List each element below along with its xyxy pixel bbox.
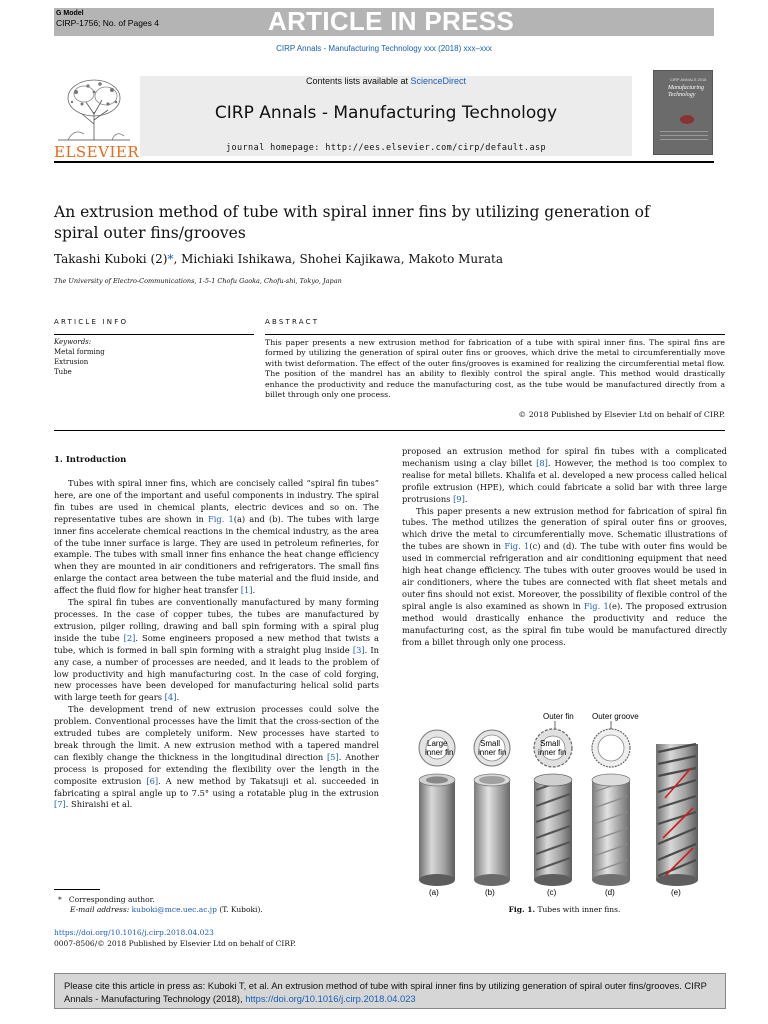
text-run: . However, the method is too complex to realise for metal billets. Khalifa et al. developed a new process called helical profile extrusion (HPE), which could fabricate a solid bar with three large protrusions [402, 457, 727, 504]
paragraph [402, 446, 727, 506]
journal-cover-thumbnail [653, 70, 713, 155]
text-run: (c) and (d). The tube with outer fins would be used in commercial refrigeration and air conditioning equipment that need high heat change efficiency. The tubes with outer grooves would be used in air conditioners, where the tubes are connected with flat sheet metals and outer fins should not exist. Moreover, the possibility of flexible control of the spiral angle is also examined as shown in [402, 541, 728, 611]
text-run: . [252, 585, 256, 596]
text-run: This paper presents a new extrusion method for fabrication of spiral fin tubes. The method utilizes the generation of spiral outer fins or grooves, which drive the metal to circumferentially move. Schematic illustrations of the tubes are shown in [402, 505, 727, 552]
issn-copyright: 0007-8506/© 2018 Published by Elsevier Ltd on behalf of CIRP. [54, 939, 296, 948]
text-run: Tubes with spiral inner fins, which are concisely called “spiral fin tubes” here, are one of the important and useful components in industry. The spiral fin tubes are used in chemical plants, electric devices and so on. The representative tubes are shown in [54, 478, 379, 524]
paragraph [402, 506, 727, 649]
text-run: . [176, 692, 180, 703]
reference-link[interactable]: [7] [54, 799, 66, 810]
keyword: Tube [54, 368, 72, 376]
text-run: proposed an extrusion method for spiral fin tubes with a complicated mechanism using a clay billet [402, 446, 727, 468]
cover-small-text: CIRP ANNALS 2018 [670, 77, 707, 82]
caption-text: Tubes with inner fins. [535, 905, 621, 914]
outer-groove-label: Outer groove [592, 712, 639, 721]
paragraph [54, 597, 379, 704]
reference-link[interactable]: [1] [240, 585, 253, 596]
tube-b [474, 780, 510, 880]
email-note [70, 905, 263, 914]
gmodel-label: G Model [56, 10, 84, 17]
panel-label: (c) [547, 888, 557, 897]
journal-reference[interactable]: CIRP Annals - Manufacturing Technology xxx (2018) xxx–xxx [276, 44, 492, 53]
article-info-rule [54, 334, 254, 335]
cover-emblem [680, 115, 694, 124]
sciencedirect-link[interactable]: ScienceDirect [410, 76, 467, 86]
small-inner-fin-label: inner fin [478, 748, 507, 757]
elsevier-wordmark: ELSEVIER [54, 143, 140, 161]
contents-line [140, 76, 632, 86]
panel-label: (e) [671, 888, 681, 897]
masthead-rule [54, 161, 714, 163]
panel-label: (a) [429, 888, 439, 897]
cover-title: Manufacturing Technology [668, 85, 704, 98]
footnote-star: * [58, 895, 62, 904]
right-column [402, 446, 727, 648]
outer-fin-label: Outer fin [543, 712, 574, 721]
email-label: E-mail address: [70, 905, 132, 914]
author-list [54, 252, 694, 266]
abstract-heading: ABSTRACT [265, 318, 320, 326]
text-run: . Another process is proposed for extending the flexibility over the length in the composite extrusion [54, 751, 379, 786]
reference-link[interactable]: [3] [352, 644, 365, 655]
keyword: Metal forming [54, 348, 105, 356]
email-link[interactable]: kuboki@mce.uec.ac.jp [131, 905, 217, 914]
reference-link[interactable]: [5] [326, 751, 339, 762]
reference-link[interactable]: [2] [123, 632, 136, 643]
corresponding-author-note [58, 894, 155, 905]
small-inner-fin-label: Small [540, 739, 561, 748]
keywords-block [54, 337, 105, 377]
figure-1-tubes [415, 708, 725, 904]
text-run: (e). The proposed extrusion method would drastically enhance the productivity and reduce the manufacturing cost, as the spiral fin tube would be manufactured directly from a billet through only one process. [402, 600, 728, 647]
abstract-text: This paper presents a new extrusion method for fabrication of a tube with spiral inner fins. The spiral fins are formed by utilizing the generation of spiral outer fins or grooves, which drive the metal to circumferentially move with twist deformation. The effect of the outer fins/grooves is examined for realizing the circumferential metal flow. The position of the mandrel has an ability to flexibly control the spiral angle. This method would drastically enhance the productivity and reduce the manufacturing cost, as the tube would be manufactured directly from a billet through only one process. [265, 338, 725, 400]
reference-link[interactable]: Fig. 1 [583, 600, 609, 611]
caption-label: Fig. 1. [508, 905, 536, 914]
panel-label: (b) [485, 888, 495, 897]
tube-a [419, 780, 455, 880]
paragraph [54, 478, 379, 597]
reference-link[interactable]: [9] [453, 493, 465, 504]
large-inner-fin-label: inner fin [425, 748, 454, 757]
citation-body: Please cite this article in press as: Kuboki T, et al. An extrusion method of tube with spiral inner fins by utilizing generation of spiral outer fins/grooves. CIRP Annals - Manufacturing Technology (2018), [64, 980, 707, 1004]
reference-link[interactable]: [8] [536, 457, 548, 468]
footnote-rule [54, 889, 100, 890]
journal-title: CIRP Annals - Manufacturing Technology [214, 103, 558, 123]
text-run: (a) and (b). The tubes with large inner fins accelerate chemical reactions in the chemical industry, as the area of the tube inner surface is large. They are used in petroleum refineries, for example. The tubes with small inner fins enhance the heat change efficiency when they are mounted in air conditioners and refrigerators. The small fins enlarge the contact area between the tube material and the fluid inside, and affect the fluid flow for higher heat transfer [54, 513, 379, 596]
journal-homepage[interactable]: journal homepage: http://ees.elsevier.com/cirp/default.asp [225, 143, 546, 153]
large-inner-fin-label: Large [427, 739, 448, 748]
first-author: Takashi Kuboki (2) [54, 252, 168, 266]
left-column [54, 478, 379, 811]
text-run: . Some engineers proposed a new method that twists a tube, which is formed in ball spin forming with a straight plug inside [54, 632, 379, 655]
reference-link[interactable]: Fig. 1 [504, 541, 530, 552]
keywords-label: Keywords: [54, 338, 92, 346]
text-run: . A new method by Takatsuji et al. succeeded in fabricating a spiral angle up to 7.5° using a rotatable plug in the extrusion [54, 775, 379, 798]
paragraph [54, 704, 379, 811]
citation-text [64, 979, 720, 1005]
tube-e [656, 744, 698, 886]
email-suffix: (T. Kuboki). [216, 905, 263, 914]
contents-prefix: Contents lists available at [305, 76, 411, 86]
reference-link[interactable]: [6] [146, 775, 159, 786]
corresponding-author-mark[interactable]: * [167, 252, 174, 266]
panel-label: (d) [605, 888, 615, 897]
other-authors: , Michiaki Ishikawa, Shohei Kajikawa, Makoto Murata [173, 252, 504, 266]
article-info-heading: ARTICLE INFO [54, 318, 129, 326]
abstract-copyright: © 2018 Published by Elsevier Ltd on behalf of CIRP. [518, 410, 725, 419]
small-inner-fin-label: inner fin [538, 748, 567, 757]
citation-doi-link[interactable]: https://doi.org/10.1016/j.cirp.2018.04.023 [245, 993, 416, 1004]
figure-caption [402, 905, 727, 914]
text-run: . [464, 493, 468, 504]
corresponding-label: Corresponding author. [68, 895, 155, 904]
reference-link[interactable]: Fig. 1 [208, 513, 234, 524]
section-heading: 1. Introduction [54, 455, 127, 465]
keyword: Extrusion [54, 358, 89, 366]
abstract-rule [265, 334, 725, 335]
abstract-bottom-rule [54, 430, 725, 431]
affiliation: The University of Electro-Communications, 1-5-1 Chofu Gaoka, Chofu-shi, Tokyo, Japan [54, 277, 342, 285]
reference-link[interactable]: [4] [164, 692, 177, 703]
doi-link[interactable]: https://doi.org/10.1016/j.cirp.2018.04.023 [54, 928, 214, 937]
text-run: . In any case, a number of processes are needed, and it leads to the problem of low productivity and high manufacturing cost. In the case of cold forging, new processes have been developed for manufacturing helical solid parts with large teeth for gears [54, 644, 379, 703]
article-title: An extrusion method of tube with spiral inner fins by utilizing generation of spiral outer fins/grooves [54, 203, 650, 242]
text-run: The spiral fin tubes are conventionally manufactured by many forming processes. In the case of copper tubes, the tubes are manufactured by extrusion, pilger rolling, drawing and ball spin forming with a spiral plug inside the tube [54, 597, 379, 643]
text-run: . Shiraishi et al. [65, 799, 133, 810]
banner-title: ARTICLE IN PRESS [268, 6, 515, 36]
article-number: CIRP-1756; No. of Pages 4 [56, 18, 160, 28]
small-inner-fin-label: Small [480, 739, 501, 748]
text-run: The development trend of new extrusion processes could solve the problem. Conventional processes have the limit that the cross-section of the extruded tubes are completely uniform. New processes have started to break through the limit. A new extrusion method with a tapered mandrel can flexibly change the thickness in the longitudinal direction [54, 704, 379, 762]
